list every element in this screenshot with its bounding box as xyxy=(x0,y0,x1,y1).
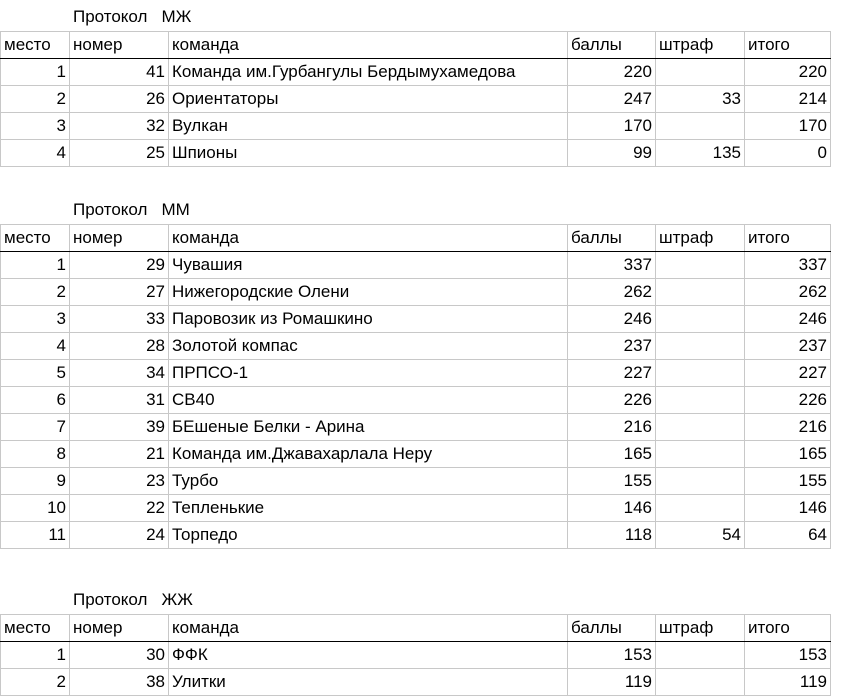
protocol-category-code: ММ xyxy=(161,200,190,219)
protocol-category-code: ЖЖ xyxy=(161,590,193,609)
cell-penalty[interactable] xyxy=(656,360,745,387)
table-row xyxy=(1,306,831,333)
cell-total[interactable]: 262 xyxy=(745,279,831,306)
cell-total[interactable]: 119 xyxy=(745,669,831,696)
table-row xyxy=(1,669,831,696)
protocol-title xyxy=(73,197,190,223)
cell-team[interactable]: Вулкан xyxy=(169,113,568,140)
cell-number[interactable]: 31 xyxy=(70,387,169,414)
cell-team[interactable]: Турбо xyxy=(169,468,568,495)
cell-penalty[interactable] xyxy=(656,113,745,140)
cell-place[interactable]: 7 xyxy=(1,414,70,441)
table-row xyxy=(1,252,831,279)
protocol-label: Протокол xyxy=(73,200,148,219)
cell-number[interactable]: 25 xyxy=(70,140,169,167)
cell-number[interactable]: 26 xyxy=(70,86,169,113)
cell-penalty[interactable] xyxy=(656,414,745,441)
cell-number[interactable]: 34 xyxy=(70,360,169,387)
header-points: баллы xyxy=(568,615,656,642)
header-place: место xyxy=(1,225,70,252)
cell-place[interactable]: 2 xyxy=(1,279,70,306)
cell-points[interactable]: 99 xyxy=(568,140,656,167)
cell-place[interactable]: 4 xyxy=(1,333,70,360)
cell-penalty[interactable] xyxy=(656,468,745,495)
cell-total[interactable]: 165 xyxy=(745,441,831,468)
cell-team[interactable]: Тепленькие xyxy=(169,495,568,522)
cell-place[interactable]: 1 xyxy=(1,252,70,279)
header-penalty: штраф xyxy=(656,615,745,642)
header-number: номер xyxy=(70,225,169,252)
cell-team[interactable]: Улитки xyxy=(169,669,568,696)
cell-total[interactable]: 155 xyxy=(745,468,831,495)
cell-points[interactable]: 246 xyxy=(568,306,656,333)
cell-penalty[interactable] xyxy=(656,252,745,279)
header-penalty: штраф xyxy=(656,225,745,252)
cell-points[interactable]: 237 xyxy=(568,333,656,360)
cell-points[interactable]: 262 xyxy=(568,279,656,306)
cell-points[interactable]: 119 xyxy=(568,669,656,696)
cell-team[interactable]: БЕшеные Белки - Арина xyxy=(169,414,568,441)
cell-penalty[interactable]: 54 xyxy=(656,522,745,549)
header-points: баллы xyxy=(568,32,656,59)
cell-place[interactable]: 2 xyxy=(1,669,70,696)
table-row xyxy=(1,140,831,167)
results-table xyxy=(0,31,831,167)
cell-points[interactable]: 247 xyxy=(568,86,656,113)
header-total: итого xyxy=(745,32,831,59)
table-row xyxy=(1,333,831,360)
cell-penalty[interactable] xyxy=(656,333,745,360)
table-row xyxy=(1,59,831,86)
cell-team[interactable]: ФФК xyxy=(169,642,568,669)
results-table xyxy=(0,224,831,549)
table-header-row xyxy=(1,615,831,642)
cell-place[interactable]: 10 xyxy=(1,495,70,522)
cell-place[interactable]: 8 xyxy=(1,441,70,468)
cell-number[interactable]: 28 xyxy=(70,333,169,360)
cell-points[interactable]: 226 xyxy=(568,387,656,414)
header-number: номер xyxy=(70,615,169,642)
table-row xyxy=(1,642,831,669)
protocol-category-code: МЖ xyxy=(161,7,192,26)
table-row xyxy=(1,86,831,113)
table-row xyxy=(1,279,831,306)
cell-number[interactable]: 38 xyxy=(70,669,169,696)
header-total: итого xyxy=(745,615,831,642)
header-total: итого xyxy=(745,225,831,252)
cell-total[interactable]: 337 xyxy=(745,252,831,279)
cell-team[interactable]: Торпедо xyxy=(169,522,568,549)
cell-total[interactable]: 170 xyxy=(745,113,831,140)
cell-points[interactable]: 165 xyxy=(568,441,656,468)
cell-total[interactable]: 0 xyxy=(745,140,831,167)
header-team: команда xyxy=(169,225,568,252)
cell-team[interactable]: Команда им.Гурбангулы Бердымухамедова xyxy=(169,59,568,86)
cell-total[interactable]: 237 xyxy=(745,333,831,360)
cell-team[interactable]: Чувашия xyxy=(169,252,568,279)
table-row xyxy=(1,495,831,522)
cell-number[interactable]: 32 xyxy=(70,113,169,140)
cell-number[interactable]: 27 xyxy=(70,279,169,306)
cell-number[interactable]: 30 xyxy=(70,642,169,669)
cell-place[interactable]: 3 xyxy=(1,113,70,140)
cell-total[interactable]: 216 xyxy=(745,414,831,441)
header-number: номер xyxy=(70,32,169,59)
table-row xyxy=(1,360,831,387)
protocol-title xyxy=(73,4,191,30)
protocol-label: Протокол xyxy=(73,590,148,609)
cell-number[interactable]: 24 xyxy=(70,522,169,549)
protocol-title xyxy=(73,587,193,613)
cell-place[interactable]: 1 xyxy=(1,59,70,86)
cell-points[interactable]: 155 xyxy=(568,468,656,495)
cell-place[interactable]: 11 xyxy=(1,522,70,549)
cell-team[interactable]: Шпионы xyxy=(169,140,568,167)
table-header-row xyxy=(1,225,831,252)
cell-team[interactable]: ПРПСО-1 xyxy=(169,360,568,387)
header-penalty: штраф xyxy=(656,32,745,59)
cell-points[interactable]: 153 xyxy=(568,642,656,669)
cell-total[interactable]: 64 xyxy=(745,522,831,549)
cell-number[interactable]: 22 xyxy=(70,495,169,522)
table-row xyxy=(1,387,831,414)
cell-penalty[interactable]: 135 xyxy=(656,140,745,167)
cell-points[interactable]: 337 xyxy=(568,252,656,279)
header-points: баллы xyxy=(568,225,656,252)
table-row xyxy=(1,113,831,140)
cell-penalty[interactable] xyxy=(656,495,745,522)
cell-points[interactable]: 118 xyxy=(568,522,656,549)
cell-penalty[interactable] xyxy=(656,59,745,86)
cell-place[interactable]: 6 xyxy=(1,387,70,414)
cell-penalty[interactable]: 33 xyxy=(656,86,745,113)
cell-number[interactable]: 23 xyxy=(70,468,169,495)
table-row xyxy=(1,522,831,549)
cell-penalty[interactable] xyxy=(656,441,745,468)
cell-points[interactable]: 220 xyxy=(568,59,656,86)
cell-total[interactable]: 226 xyxy=(745,387,831,414)
cell-total[interactable]: 214 xyxy=(745,86,831,113)
cell-total[interactable]: 246 xyxy=(745,306,831,333)
table-row xyxy=(1,468,831,495)
cell-number[interactable]: 21 xyxy=(70,441,169,468)
header-place: место xyxy=(1,32,70,59)
cell-penalty[interactable] xyxy=(656,306,745,333)
header-team: команда xyxy=(169,615,568,642)
header-place: место xyxy=(1,615,70,642)
results-table xyxy=(0,614,831,696)
cell-team[interactable]: Золотой компас xyxy=(169,333,568,360)
cell-team[interactable]: СВ40 xyxy=(169,387,568,414)
cell-penalty[interactable] xyxy=(656,642,745,669)
cell-points[interactable]: 146 xyxy=(568,495,656,522)
cell-number[interactable]: 29 xyxy=(70,252,169,279)
cell-place[interactable]: 4 xyxy=(1,140,70,167)
cell-place[interactable]: 9 xyxy=(1,468,70,495)
cell-team[interactable]: Паровозик из Ромашкино xyxy=(169,306,568,333)
cell-place[interactable]: 3 xyxy=(1,306,70,333)
cell-place[interactable]: 1 xyxy=(1,642,70,669)
cell-place[interactable]: 5 xyxy=(1,360,70,387)
cell-place[interactable]: 2 xyxy=(1,86,70,113)
table-row xyxy=(1,414,831,441)
cell-total[interactable]: 153 xyxy=(745,642,831,669)
cell-number[interactable]: 33 xyxy=(70,306,169,333)
cell-number[interactable]: 39 xyxy=(70,414,169,441)
table-row xyxy=(1,441,831,468)
cell-penalty[interactable] xyxy=(656,279,745,306)
cell-total[interactable]: 220 xyxy=(745,59,831,86)
cell-points[interactable]: 170 xyxy=(568,113,656,140)
cell-team[interactable]: Ориентаторы xyxy=(169,86,568,113)
table-header-row xyxy=(1,32,831,59)
cell-points[interactable]: 216 xyxy=(568,414,656,441)
cell-team[interactable]: Команда им.Джавахарлала Неру xyxy=(169,441,568,468)
cell-total[interactable]: 227 xyxy=(745,360,831,387)
cell-penalty[interactable] xyxy=(656,669,745,696)
cell-penalty[interactable] xyxy=(656,387,745,414)
protocol-label: Протокол xyxy=(73,7,148,26)
cell-number[interactable]: 41 xyxy=(70,59,169,86)
header-team: команда xyxy=(169,32,568,59)
cell-points[interactable]: 227 xyxy=(568,360,656,387)
cell-team[interactable]: Нижегородские Олени xyxy=(169,279,568,306)
cell-total[interactable]: 146 xyxy=(745,495,831,522)
